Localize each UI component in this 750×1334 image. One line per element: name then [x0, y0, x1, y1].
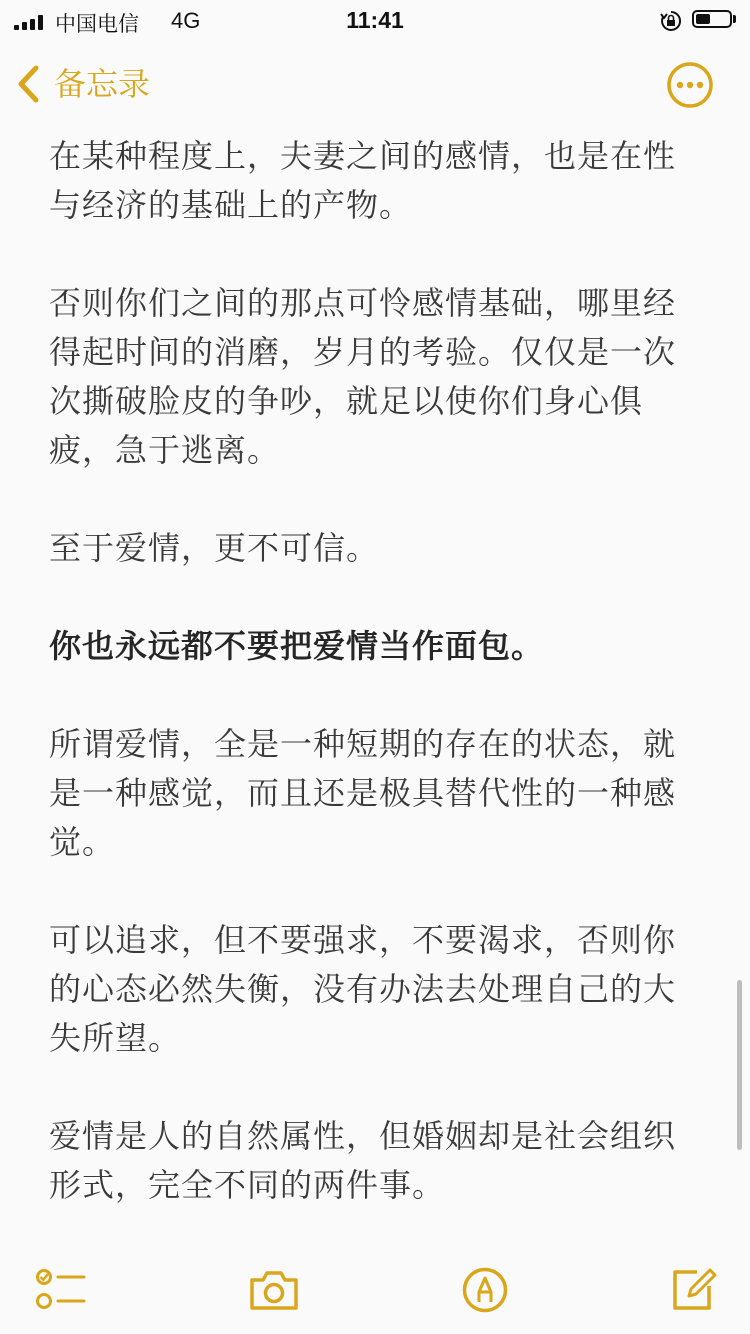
back-label: 备忘录	[54, 65, 151, 103]
orientation-lock-icon	[660, 10, 682, 32]
note-paragraph: 爱情是人的自然属性，但婚姻却是社会组织形式，完全不同的两件事。	[49, 1117, 677, 1204]
carrier-name: 中国电信	[55, 12, 139, 36]
markup-icon[interactable]	[461, 1266, 509, 1314]
camera-icon[interactable]	[248, 1268, 300, 1312]
battery-tip	[733, 15, 736, 23]
back-button[interactable]	[16, 62, 150, 106]
network-type: 4G	[171, 8, 201, 33]
battery-icon	[692, 10, 732, 28]
more-options-button[interactable]	[666, 61, 714, 109]
battery-level	[696, 14, 710, 24]
note-paragraph: 在某种程度上，夫妻之间的感情，也是在性与经济的基础上的产物。	[49, 137, 677, 224]
note-paragraph: 所谓爱情，全是一种短期的存在的状态，就是一种感觉，而且还是极具替代性的一种感觉。	[49, 725, 677, 861]
note-paragraph: 可以追求，但不要强求，不要渴求，否则你的心态必然失衡，没有办法去处理自己的大失所望。	[49, 921, 677, 1057]
note-body[interactable]	[49, 132, 689, 1259]
scroll-indicator[interactable]	[737, 980, 742, 1150]
status-time: 11:41	[346, 7, 404, 33]
status-bar	[0, 0, 750, 42]
note-paragraph: 至于爱情，更不可信。	[49, 529, 380, 567]
checklist-icon[interactable]	[34, 1266, 86, 1312]
compose-icon[interactable]	[669, 1264, 717, 1312]
chevron-left-icon	[16, 64, 40, 104]
note-paragraph: 否则你们之间的那点可怜感情基础，哪里经得起时间的消磨，岁月的考验。仅仅是一次次撕破脸皮的争吵，就足以使你们身心俱疲，急于逃离。	[49, 284, 677, 469]
note-paragraph: 你也永远都不要把爱情当作面包。	[49, 627, 545, 665]
